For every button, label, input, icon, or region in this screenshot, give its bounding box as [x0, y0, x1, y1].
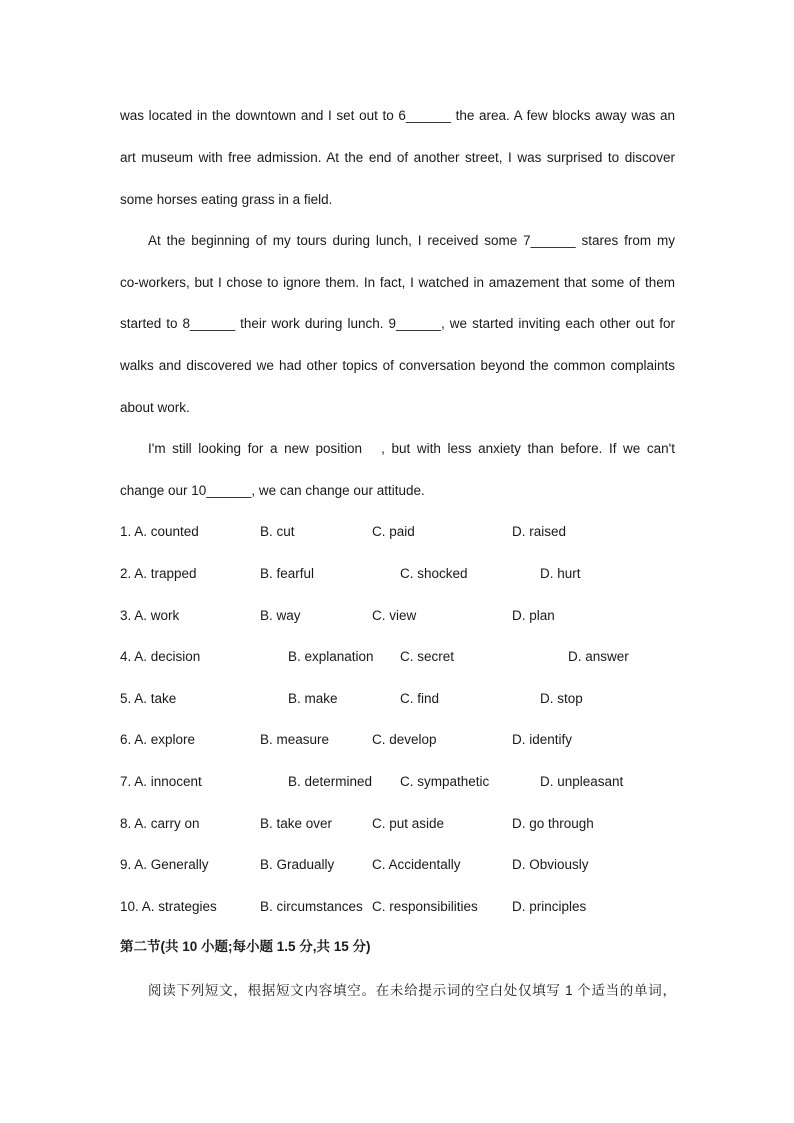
option-c: C. Accidentally	[372, 857, 461, 872]
option-b: B. cut	[260, 524, 295, 539]
option-d: D. go through	[512, 816, 594, 831]
option-a: 9. A. Generally	[120, 857, 209, 872]
question-row	[0, 772, 794, 792]
section-heading: 第二节(共 10 小题;每小题 1.5 分,共 15 分)	[120, 939, 371, 954]
passage-line: art museum with free admission. At the end of another street, I was surprised to discover	[120, 150, 675, 165]
section-instruction: 阅读下列短文，根据短文内容填空。在未给提示词的空白处仅填写 1 个适当的单词，	[148, 983, 676, 998]
passage-line: change our 10______, we can change our attitude.	[120, 483, 425, 498]
option-d: D. answer	[568, 649, 629, 664]
option-d: D. identify	[512, 732, 573, 747]
option-b: B. way	[260, 608, 301, 623]
option-a: 10. A. strategies	[120, 899, 217, 914]
passage-line: walks and discovered we had other topics of conversation beyond the common complaints	[120, 358, 675, 373]
option-d: D. plan	[512, 608, 555, 623]
option-b: B. circumstances	[260, 899, 363, 914]
option-d: D. principles	[512, 899, 587, 914]
question-row	[0, 689, 794, 709]
option-d: D. raised	[512, 524, 567, 539]
question-row	[0, 522, 794, 542]
option-a: 3. A. work	[120, 608, 180, 623]
question-row	[0, 814, 794, 834]
option-c: C. develop	[372, 732, 437, 747]
option-b: B. fearful	[260, 566, 315, 581]
question-row	[0, 606, 794, 626]
option-d: D. Obviously	[512, 857, 589, 872]
option-c: C. find	[400, 691, 440, 706]
option-b: B. Gradually	[260, 857, 335, 872]
passage-line: co-workers, but I chose to ignore them. In fact, I watched in amazement that some of them	[120, 275, 675, 290]
option-d: D. unpleasant	[540, 774, 624, 789]
passage-line: was located in the downtown and I set out to 6______ the area. A few blocks away was an	[120, 108, 675, 123]
option-c: C. sympathetic	[400, 774, 490, 789]
option-c: C. secret	[400, 649, 455, 664]
passage-line: started to 8______ their work during lunch. 9______, we started inviting each other out for	[120, 316, 675, 331]
option-b: B. determined	[288, 774, 373, 789]
option-c: C. view	[372, 608, 417, 623]
option-a: 4. A. decision	[120, 649, 201, 664]
passage-line: some horses eating grass in a field.	[120, 192, 333, 207]
option-c: C. put aside	[372, 816, 445, 831]
option-a: 5. A. take	[120, 691, 177, 706]
option-a: 1. A. counted	[120, 524, 199, 539]
question-row	[0, 855, 794, 875]
option-c: C. shocked	[400, 566, 468, 581]
option-a: 2. A. trapped	[120, 566, 197, 581]
passage-line: about work.	[120, 400, 190, 415]
option-a: 6. A. explore	[120, 732, 196, 747]
option-a: 7. A. innocent	[120, 774, 202, 789]
passage-line: I'm still looking for a new position , but with less anxiety than before. If we can't	[148, 441, 675, 456]
option-b: B. measure	[260, 732, 330, 747]
question-row	[0, 564, 794, 584]
question-row	[0, 647, 794, 667]
question-row	[0, 897, 794, 917]
passage-line: At the beginning of my tours during lunch, I received some 7______ stares from my	[148, 233, 675, 248]
option-a: 8. A. carry on	[120, 816, 200, 831]
option-c: C. paid	[372, 524, 415, 539]
option-c: C. responsibilities	[372, 899, 478, 914]
option-b: B. explanation	[288, 649, 374, 664]
question-row	[0, 730, 794, 750]
option-d: D. hurt	[540, 566, 581, 581]
option-b: B. take over	[260, 816, 333, 831]
option-b: B. make	[288, 691, 338, 706]
option-d: D. stop	[540, 691, 583, 706]
